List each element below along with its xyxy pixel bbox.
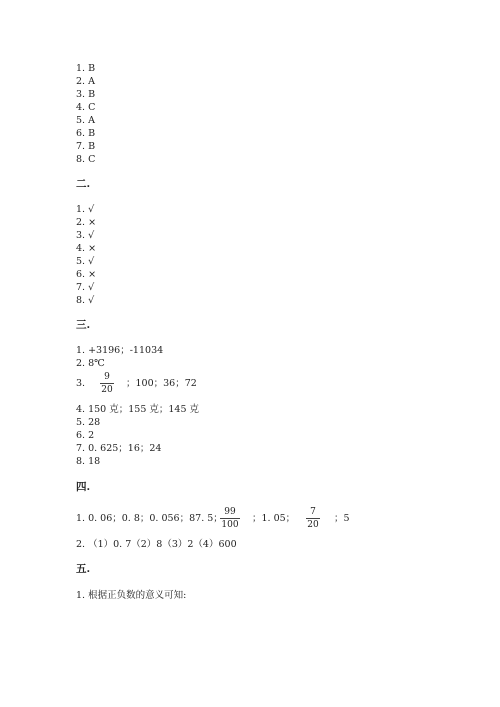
answer-3-label: 3. xyxy=(76,378,86,389)
answer-5: 5. A xyxy=(76,115,95,126)
answer-2: 2. 8℃ xyxy=(76,358,105,369)
answer-6: 6. 2 xyxy=(76,430,95,441)
fraction-denominator: 20 xyxy=(101,385,113,395)
section-4-heading: 四. xyxy=(76,481,91,493)
answer-8: 8. C xyxy=(76,154,96,165)
fraction xyxy=(100,372,114,395)
fraction-numerator: 7 xyxy=(306,507,320,519)
answer-2: 2. × xyxy=(76,217,97,228)
answer-3: 3. B xyxy=(76,89,96,100)
fraction-denominator: 100 xyxy=(221,520,239,530)
section-3-heading: 三. xyxy=(76,319,91,331)
section-2-heading: 二. xyxy=(76,178,91,190)
answer-7: 7. √ xyxy=(76,282,95,293)
answer-7: 7. 0. 625；16；24 xyxy=(76,443,162,454)
answer-1: 1. +3196；-11034 xyxy=(76,345,164,356)
fraction-numerator: 9 xyxy=(100,372,114,384)
answer-4: 4. 150 克；155 克；145 克 xyxy=(76,404,200,415)
answer-3: 3. √ xyxy=(76,230,95,241)
fraction-denominator: 20 xyxy=(307,520,319,530)
answer-6: 6. B xyxy=(76,128,96,139)
answer-1: 1. 根据正负数的意义可知: xyxy=(76,590,187,601)
answer-1-prefix: 1. 0. 06；0. 8；0. 056；87. 5； xyxy=(76,513,223,524)
answer-5: 5. √ xyxy=(76,256,95,267)
answer-6: 6. × xyxy=(76,269,97,280)
answer-8: 8. 18 xyxy=(76,456,101,467)
fraction-numerator: 99 xyxy=(220,507,240,519)
answer-1: 1. B xyxy=(76,63,96,74)
section-5-heading: 五. xyxy=(76,563,91,575)
answer-8: 8. √ xyxy=(76,295,95,306)
fraction xyxy=(306,507,320,530)
answer-5: 5. 28 xyxy=(76,417,101,428)
answer-4: 4. C xyxy=(76,102,96,113)
answer-2: 2. A xyxy=(76,76,95,87)
answer-2: 2. （1）0. 7（2）8（3）2（4）600 xyxy=(76,539,237,550)
answer-1-end: ；5 xyxy=(334,513,350,524)
answer-1-middle: ；1. 05； xyxy=(252,513,296,524)
answer-1: 1. √ xyxy=(76,204,95,215)
answer-3-rest: ；100；36；72 xyxy=(126,378,197,389)
fraction xyxy=(220,507,240,530)
answer-4: 4. × xyxy=(76,243,97,254)
answer-7: 7. B xyxy=(76,141,96,152)
